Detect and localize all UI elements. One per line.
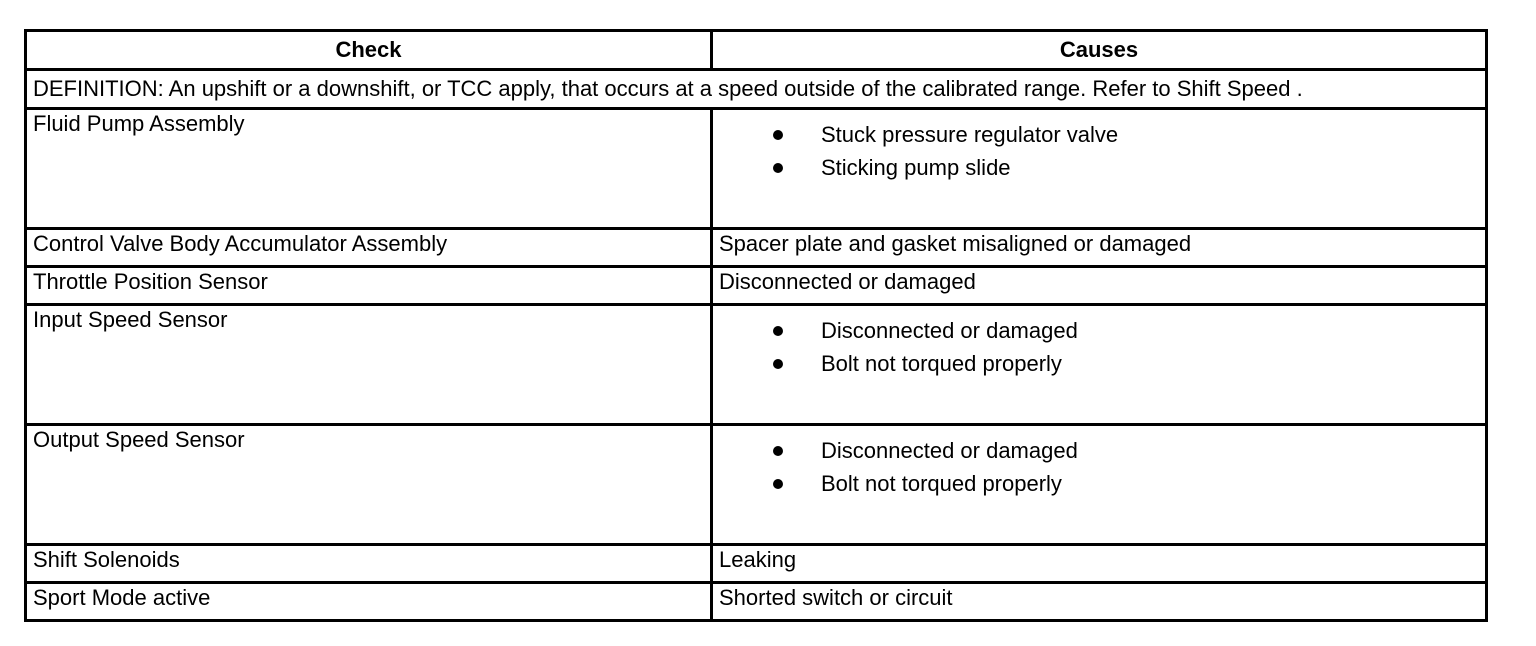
diagnostic-table	[24, 29, 1488, 622]
cause-text: Stuck pressure regulator valve	[821, 121, 1119, 147]
cause-list-item	[719, 467, 1479, 500]
bullet-icon	[773, 130, 783, 140]
cause-list-item	[719, 347, 1479, 380]
cause-text: Disconnected or damaged	[821, 437, 1078, 463]
table-row	[26, 583, 1487, 621]
header-row	[26, 31, 1487, 70]
cause-text: Disconnected or damaged	[821, 317, 1078, 343]
table-row	[26, 545, 1487, 583]
cause-text: Bolt not torqued properly	[821, 470, 1062, 496]
table-row	[26, 267, 1487, 305]
check-cell: Input Speed Sensor	[26, 305, 712, 425]
definition-row	[26, 70, 1487, 109]
check-cell: Output Speed Sensor	[26, 425, 712, 545]
cause-cell: Leaking	[712, 545, 1487, 583]
check-cell: Shift Solenoids	[26, 545, 712, 583]
cause-list-item	[719, 434, 1479, 467]
check-cell: Control Valve Body Accumulator Assembly	[26, 229, 712, 267]
cause-text: Bolt not torqued properly	[821, 350, 1062, 376]
bullet-icon	[773, 163, 783, 173]
bullet-icon	[773, 446, 783, 456]
bullet-icon	[773, 359, 783, 369]
table-row	[26, 305, 1487, 425]
table-row	[26, 109, 1487, 229]
causes-cell	[712, 305, 1487, 425]
definition-text: DEFINITION: An upshift or a downshift, or TCC apply, that occurs at a speed outside of the calibrated range. Refer to Shift Speed .	[26, 70, 1487, 109]
cause-list-item	[719, 314, 1479, 347]
cause-text: Sticking pump slide	[821, 154, 1011, 180]
cause-cell: Spacer plate and gasket misaligned or damaged	[712, 229, 1487, 267]
check-cell: Sport Mode active	[26, 583, 712, 621]
bullet-icon	[773, 479, 783, 489]
causes-cell	[712, 425, 1487, 545]
bullet-icon	[773, 326, 783, 336]
causes-cell	[712, 109, 1487, 229]
cause-cell: Disconnected or damaged	[712, 267, 1487, 305]
cause-cell: Shorted switch or circuit	[712, 583, 1487, 621]
cause-list-item	[719, 151, 1479, 184]
table-row	[26, 425, 1487, 545]
causes-column-header: Causes	[712, 31, 1487, 70]
check-cell: Fluid Pump Assembly	[26, 109, 712, 229]
check-cell: Throttle Position Sensor	[26, 267, 712, 305]
cause-list-item	[719, 118, 1479, 151]
check-column-header: Check	[26, 31, 712, 70]
table-row	[26, 229, 1487, 267]
